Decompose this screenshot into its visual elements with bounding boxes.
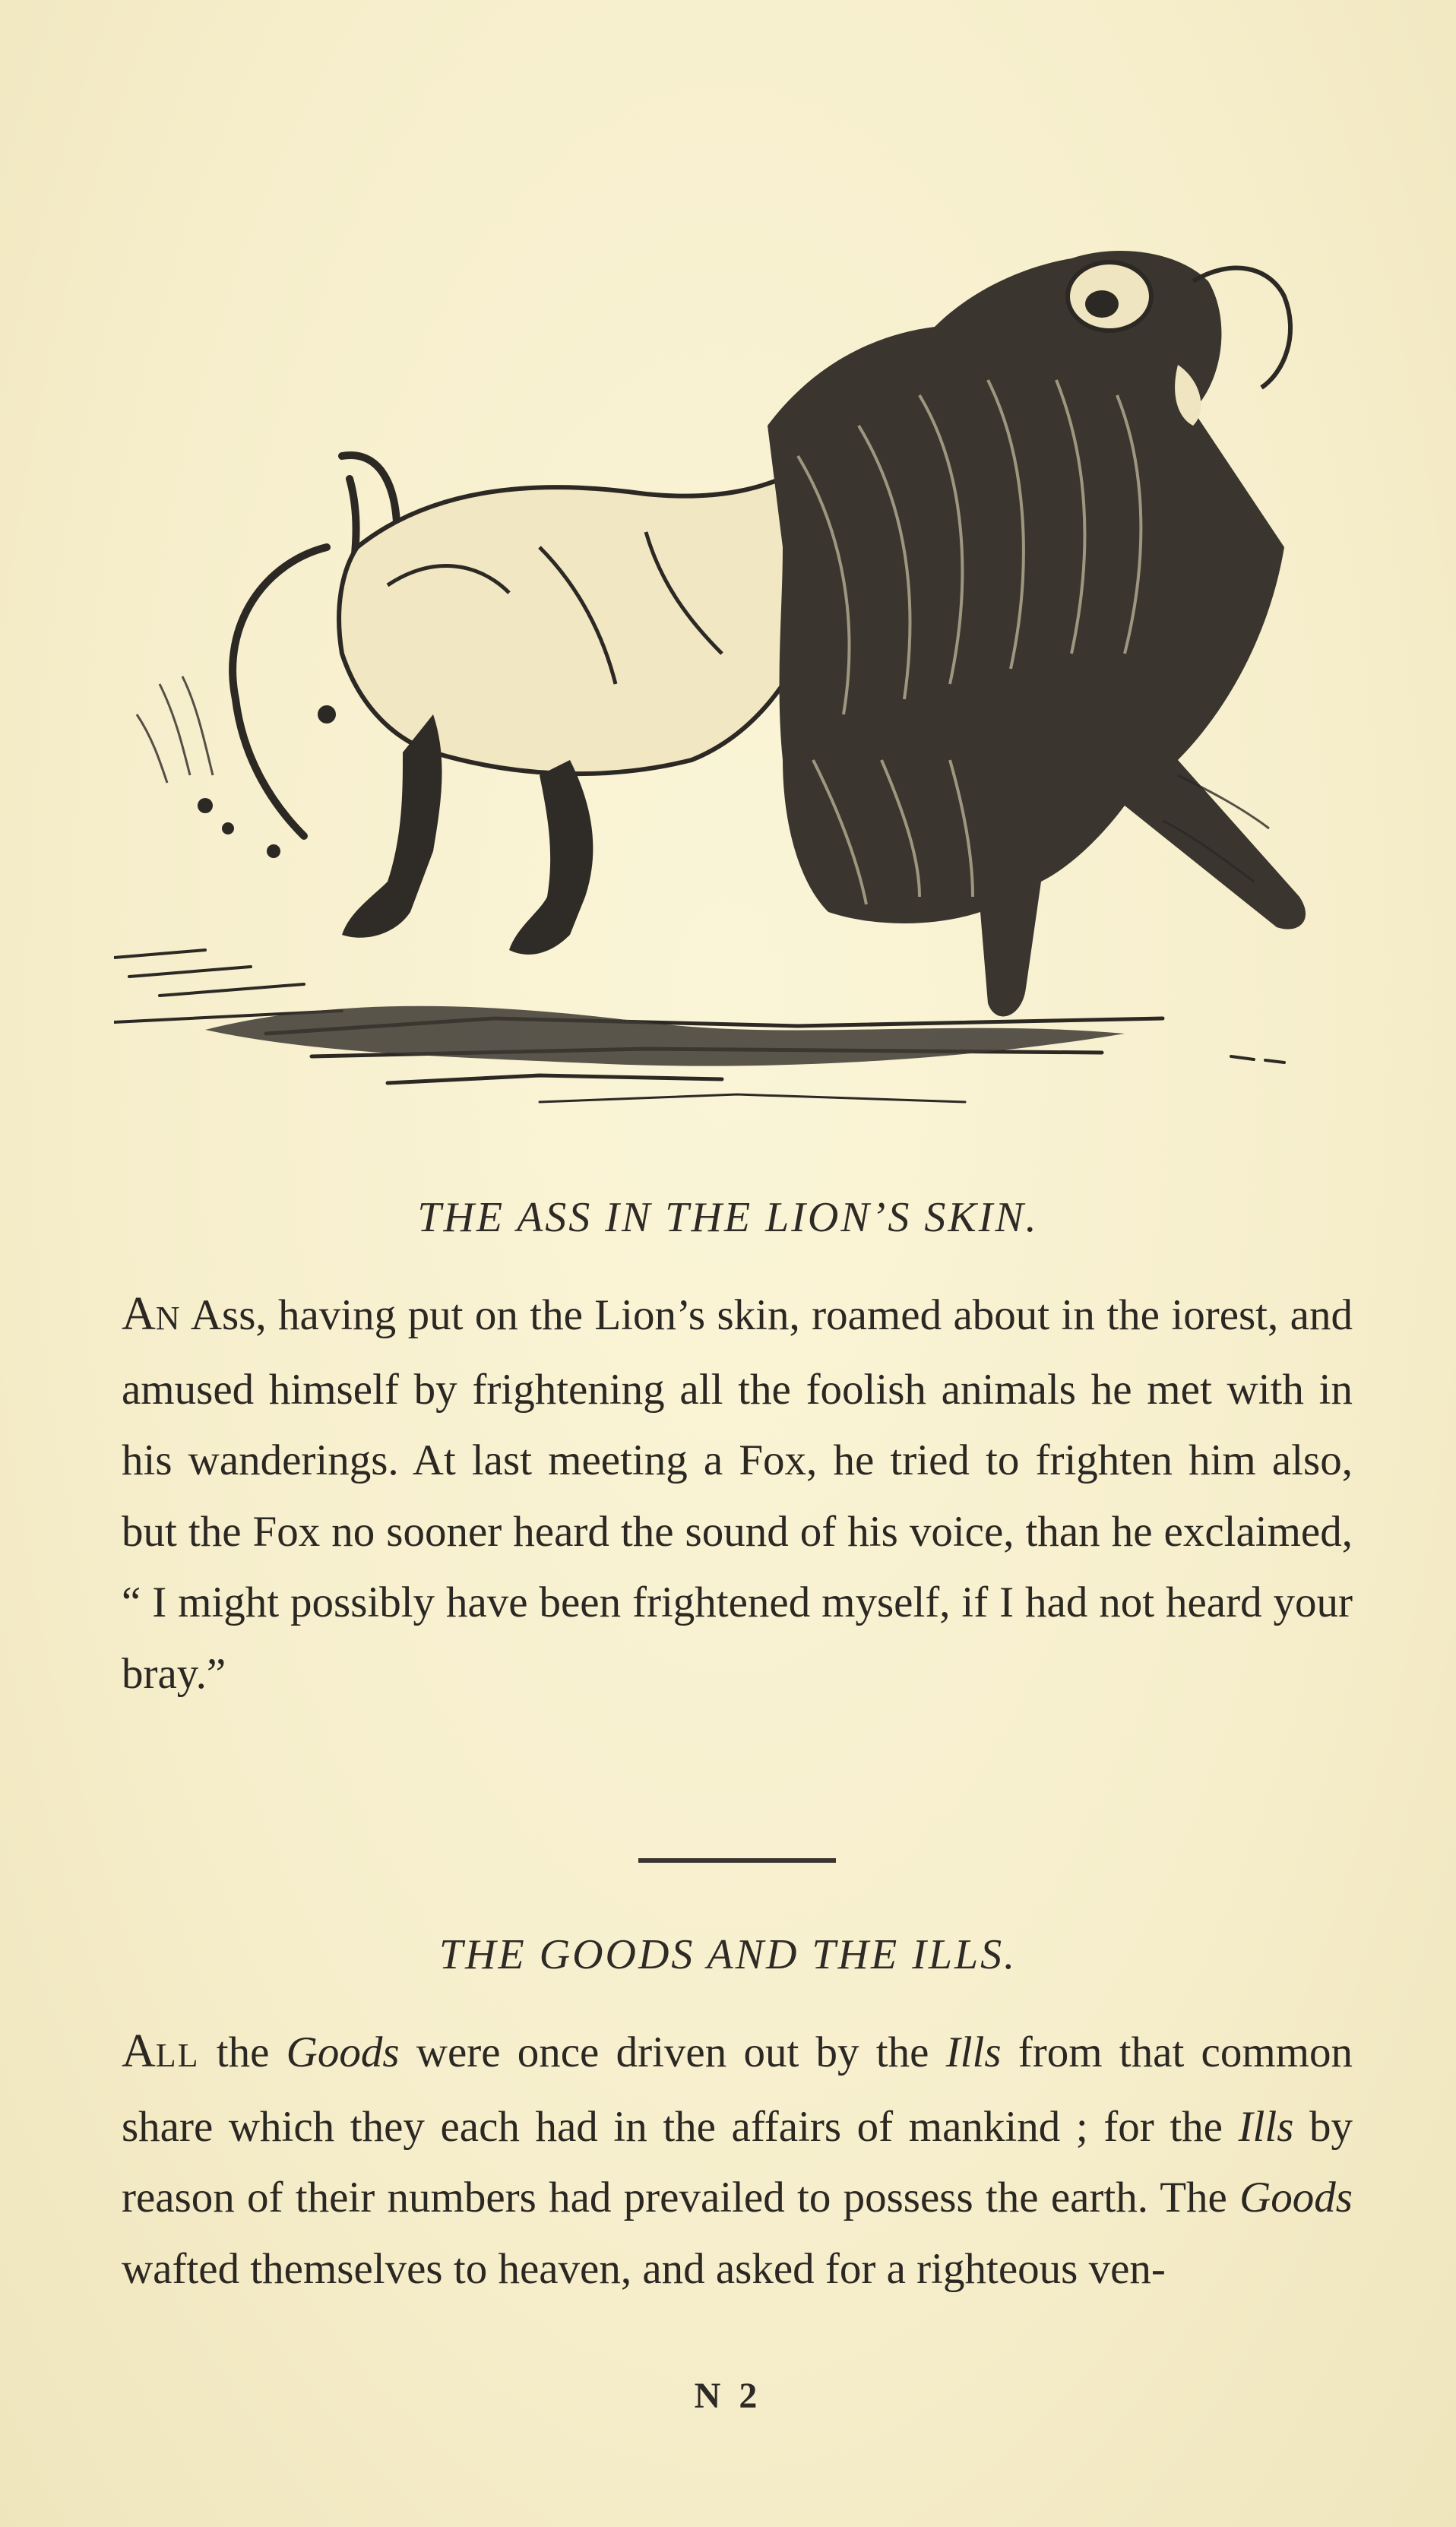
- text-segment: wafted themselves to heaven, and asked for a righteous ven-: [122, 2244, 1166, 2293]
- fable-title-goods-ills: THE GOODS AND THE ILLS.: [438, 1931, 1018, 1978]
- italic-word: Goods: [286, 2028, 400, 2076]
- italic-word: Goods: [1239, 2174, 1353, 2221]
- text-segment: by reason of their numbers had prevailed to possess the earth. The: [122, 2102, 1353, 2221]
- fable-text-ass-lion: [122, 1279, 1353, 1709]
- signature-mark: N 2: [694, 2376, 762, 2416]
- fable-text-goods-ills: [122, 2016, 1353, 2304]
- text-segment: the: [199, 2028, 286, 2076]
- text-segment: were once driven out by the: [399, 2028, 946, 2076]
- italic-word: Ills: [1238, 2102, 1294, 2151]
- drop-cap: A: [122, 2025, 156, 2077]
- drop-cap: A: [122, 1288, 156, 1340]
- fable-title-ass-lion: THE ASS IN THE LION’S SKIN.: [417, 1194, 1039, 1241]
- small-caps: LL: [155, 2037, 200, 2074]
- small-caps: N: [155, 1300, 182, 1337]
- lion-engraving-icon: [114, 228, 1375, 1125]
- section-divider: [638, 1858, 836, 1863]
- fable-body-text: Ass, having put on the Lion’s skin, roamed about in the iorest, and amused himself by frightening all the foolish animals he met with in his wanderings. At last meeting a Fox, he tried to frighten him also, but the Fox no sooner heard the sound of his voice, than he exclaimed, “ I might possibly have been frightened myself, if I had not heard your bray.”: [122, 1291, 1353, 1698]
- italic-word: Ills: [945, 2028, 1002, 2076]
- text-segment: from that common share which they each had in the affairs of mankind ; for the: [122, 2028, 1353, 2151]
